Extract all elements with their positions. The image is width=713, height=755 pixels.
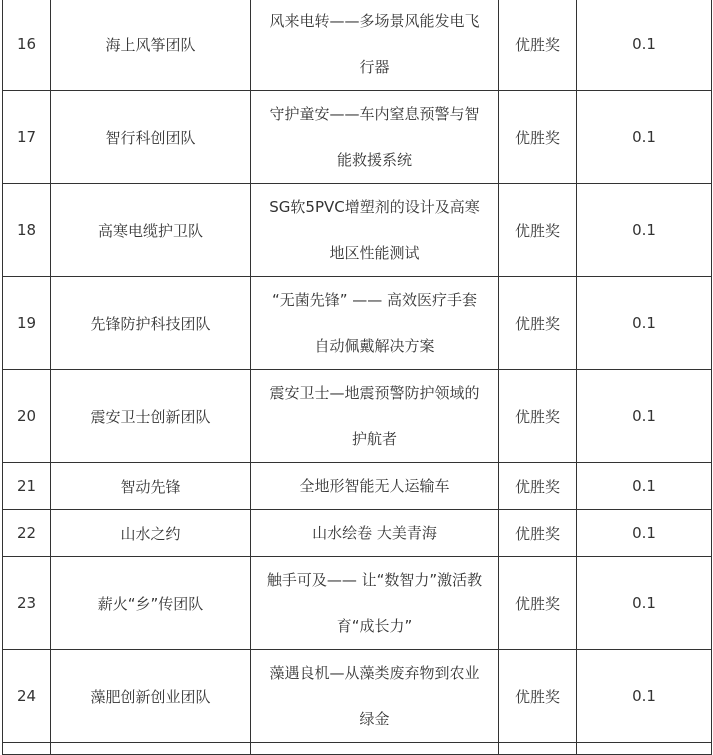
award-level: 优胜奖 — [499, 184, 577, 277]
project-line-2: 护航者 — [351, 430, 397, 448]
project-line-2: 能救援系统 — [336, 151, 412, 169]
award-level: 优胜奖 — [499, 0, 577, 91]
project-line-2: 自动佩戴解决方案 — [314, 337, 435, 355]
award-level: 优胜奖 — [499, 370, 577, 463]
score: 0.1 — [577, 650, 712, 743]
empty-cell — [251, 743, 499, 755]
project-name — [251, 650, 499, 743]
score: 0.1 — [577, 0, 712, 91]
score: 0.1 — [577, 510, 712, 557]
project-name — [251, 0, 499, 91]
award-level: 优胜奖 — [499, 510, 577, 557]
project-name — [251, 463, 499, 510]
project-line-2: 绿金 — [359, 710, 390, 728]
project-line-1: 藻遇良机—从藻类废弃物到农业 — [269, 664, 480, 682]
project-name — [251, 370, 499, 463]
project-name — [251, 184, 499, 277]
row-index: 16 — [3, 0, 51, 91]
table-row — [3, 370, 712, 463]
score: 0.1 — [577, 277, 712, 370]
row-index: 19 — [3, 277, 51, 370]
table-row-partial — [3, 743, 712, 755]
project-line-1: 山水绘卷 大美青海 — [312, 524, 437, 542]
table-row — [3, 0, 712, 91]
project-line-1: 震安卫士—地震预警防护领域的 — [269, 384, 480, 402]
empty-cell — [499, 743, 577, 755]
project-line-1: 风来电转——多场景风能发电飞 — [269, 12, 480, 30]
awards-table-container — [2, 0, 711, 755]
team-name: 山水之约 — [51, 510, 251, 557]
project-line-2: 行器 — [359, 58, 390, 76]
team-name: 智行科创团队 — [51, 91, 251, 184]
team-name: 海上风筝团队 — [51, 0, 251, 91]
table-row — [3, 91, 712, 184]
row-index: 18 — [3, 184, 51, 277]
team-name: 震安卫士创新团队 — [51, 370, 251, 463]
team-name: 先锋防护科技团队 — [51, 277, 251, 370]
team-name: 薪火“乡”传团队 — [51, 557, 251, 650]
project-name — [251, 557, 499, 650]
team-name: 藻肥创新创业团队 — [51, 650, 251, 743]
table-row — [3, 510, 712, 557]
score: 0.1 — [577, 463, 712, 510]
score: 0.1 — [577, 91, 712, 184]
project-line-1: 全地形智能无人运输车 — [299, 477, 450, 495]
project-name — [251, 277, 499, 370]
awards-table — [2, 0, 712, 755]
project-name — [251, 91, 499, 184]
award-level: 优胜奖 — [499, 650, 577, 743]
table-row — [3, 277, 712, 370]
row-index: 23 — [3, 557, 51, 650]
row-index: 24 — [3, 650, 51, 743]
award-level: 优胜奖 — [499, 463, 577, 510]
row-index: 22 — [3, 510, 51, 557]
empty-cell — [577, 743, 712, 755]
team-name: 智动先锋 — [51, 463, 251, 510]
table-row — [3, 184, 712, 277]
project-line-2: 地区性能测试 — [329, 244, 420, 262]
project-name — [251, 510, 499, 557]
empty-cell — [3, 743, 51, 755]
award-level: 优胜奖 — [499, 91, 577, 184]
table-row — [3, 463, 712, 510]
project-line-1: “无菌先锋” —— 高效医疗手套 — [271, 291, 478, 309]
row-index: 17 — [3, 91, 51, 184]
project-line-1: 守护童安——车内窒息预警与智 — [269, 105, 480, 123]
award-level: 优胜奖 — [499, 557, 577, 650]
table-row — [3, 557, 712, 650]
team-name: 高寒电缆护卫队 — [51, 184, 251, 277]
award-level: 优胜奖 — [499, 277, 577, 370]
project-line-1: 触手可及—— 让“数智力”激活教 — [266, 571, 483, 589]
row-index: 20 — [3, 370, 51, 463]
score: 0.1 — [577, 557, 712, 650]
project-line-1: SG软5PVC增塑剂的设计及高寒 — [269, 198, 480, 216]
table-row — [3, 650, 712, 743]
row-index: 21 — [3, 463, 51, 510]
score: 0.1 — [577, 184, 712, 277]
empty-cell — [51, 743, 251, 755]
project-line-2: 育“成长力” — [336, 617, 413, 635]
score: 0.1 — [577, 370, 712, 463]
